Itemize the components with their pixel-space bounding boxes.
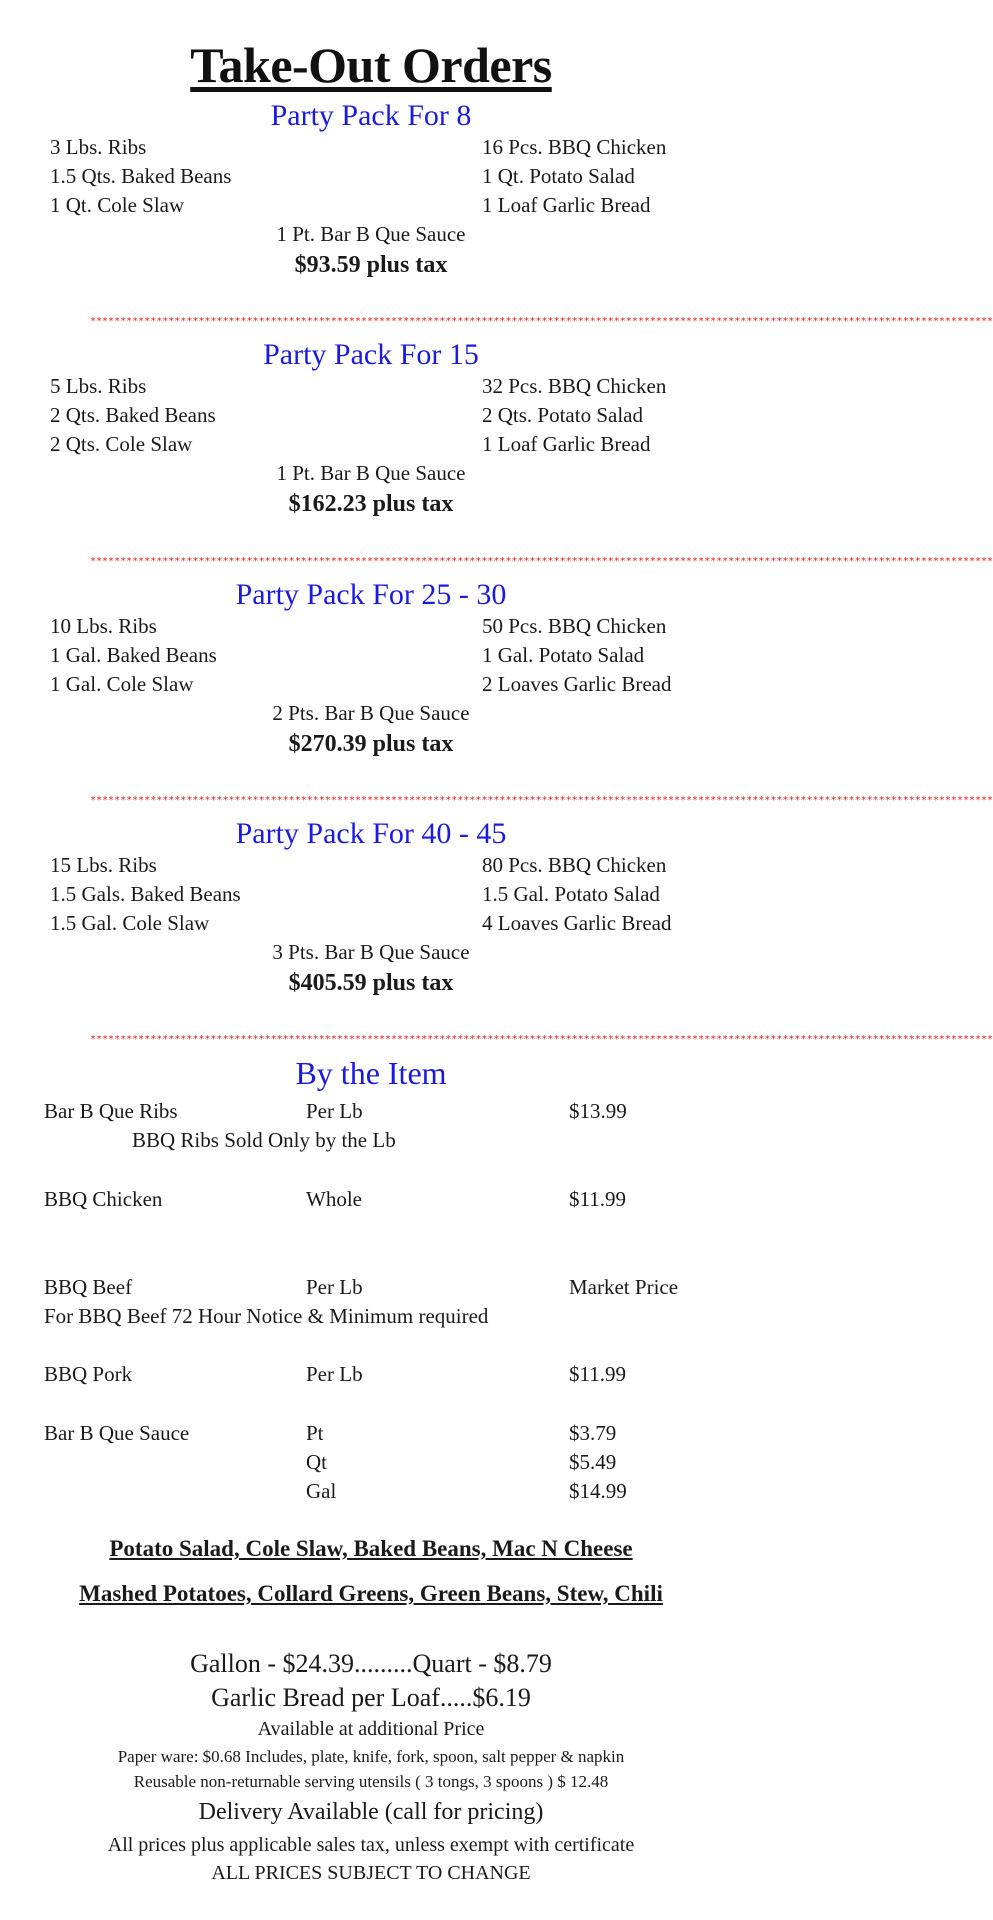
party-pack-25-30 <box>0 578 742 760</box>
utensils-note: Reusable non-returnable serving utensils ( 3 tongs, 3 spoons ) $ 12.48 <box>133 1772 609 1791</box>
item-row-sauce-pt <box>0 1419 742 1448</box>
pack-item: 32 Pcs. BBQ Chicken <box>482 374 667 398</box>
pack-price: $93.59 plus tax <box>294 252 448 278</box>
item-price: Market Price <box>569 1275 679 1299</box>
pack-item: 2 Loaves Garlic Bread <box>482 672 672 696</box>
pack-price: $405.59 plus tax <box>288 970 454 996</box>
item-price: $11.99 <box>569 1187 626 1211</box>
pack-item: 1 Gal. Cole Slaw <box>50 672 194 696</box>
pack-item: 80 Pcs. BBQ Chicken <box>482 853 667 877</box>
item-row-beef <box>0 1273 742 1302</box>
pack-item: 1 Gal. Baked Beans <box>50 643 217 667</box>
pack-item: 1.5 Gals. Baked Beans <box>50 882 241 906</box>
item-row-sauce-qt <box>0 1448 742 1477</box>
pack-item: 5 Lbs. Ribs <box>50 374 147 398</box>
price-change-note: ALL PRICES SUBJECT TO CHANGE <box>211 1862 531 1884</box>
sides-line-1: Potato Salad, Cole Slaw, Baked Beans, Mac N Cheese <box>109 1536 633 1561</box>
pack-title: Party Pack For 25 - 30 <box>235 578 507 611</box>
party-pack-40-45 <box>0 817 742 999</box>
pack-item: 1 Qt. Cole Slaw <box>50 193 185 217</box>
item-row-ribs <box>0 1097 742 1126</box>
separator: ****************************************************************************************************************************************************** <box>90 795 993 806</box>
item-name: BBQ Chicken <box>44 1187 163 1211</box>
party-pack-8 <box>0 99 742 281</box>
by-item-title: By the Item <box>295 1055 447 1091</box>
party-pack-15 <box>0 338 742 520</box>
delivery-note: Delivery Available (call for pricing) <box>198 1799 544 1825</box>
pack-item: 1.5 Gal. Potato Salad <box>482 882 660 906</box>
item-name: Bar B Que Sauce <box>44 1421 190 1445</box>
pack-sauce: 3 Pts. Bar B Que Sauce <box>272 940 470 964</box>
separator: ****************************************************************************************************************************************************** <box>90 556 993 567</box>
item-unit: Per Lb <box>306 1275 363 1299</box>
item-row-chicken <box>0 1185 742 1214</box>
beef-note: For BBQ Beef 72 Hour Notice & Minimum required <box>44 1304 489 1328</box>
item-name: BBQ Pork <box>44 1362 133 1386</box>
pack-sauce: 1 Pt. Bar B Que Sauce <box>276 222 466 246</box>
pack-item: 1 Loaf Garlic Bread <box>482 193 651 217</box>
separator: ****************************************************************************************************************************************************** <box>90 316 993 327</box>
pack-item: 1 Gal. Potato Salad <box>482 643 645 667</box>
pack-title: Party Pack For 15 <box>263 338 479 371</box>
item-name: BBQ Beef <box>44 1275 133 1299</box>
pack-item: 1 Qt. Potato Salad <box>482 164 635 188</box>
item-unit: Gal <box>306 1479 337 1503</box>
pack-item: 16 Pcs. BBQ Chicken <box>482 135 667 159</box>
item-unit: Whole <box>306 1187 362 1211</box>
additional-price-note: Available at additional Price <box>257 1718 485 1740</box>
separator: ****************************************************************************************************************************************************** <box>90 1034 993 1045</box>
gallon-quart-price: Gallon - $24.39.........Quart - $8.79 <box>190 1649 552 1678</box>
pack-item: 2 Qts. Potato Salad <box>482 403 643 427</box>
pack-title: Party Pack For 40 - 45 <box>235 817 507 850</box>
ribs-note: BBQ Ribs Sold Only by the Lb <box>132 1128 396 1152</box>
item-price: $11.99 <box>569 1362 626 1386</box>
item-price: $13.99 <box>569 1099 627 1123</box>
pack-item: 15 Lbs. Ribs <box>50 853 157 877</box>
item-name: Bar B Que Ribs <box>44 1099 178 1123</box>
pack-item: 50 Pcs. BBQ Chicken <box>482 614 667 638</box>
sides-line-2: Mashed Potatoes, Collard Greens, Green Beans, Stew, Chili <box>79 1581 663 1606</box>
pack-sauce: 2 Pts. Bar B Que Sauce <box>272 701 470 725</box>
pack-item: 10 Lbs. Ribs <box>50 614 157 638</box>
item-unit: Qt <box>306 1450 327 1474</box>
garlic-bread-price: Garlic Bread per Loaf.....$6.19 <box>211 1683 531 1712</box>
pack-item: 2 Qts. Baked Beans <box>50 403 216 427</box>
pack-title: Party Pack For 8 <box>270 99 472 132</box>
item-unit: Pt <box>306 1421 324 1445</box>
pack-item: 1.5 Qts. Baked Beans <box>50 164 232 188</box>
item-price: $14.99 <box>569 1479 627 1503</box>
pack-price: $162.23 plus tax <box>288 491 454 517</box>
pack-item: 1.5 Gal. Cole Slaw <box>50 911 210 935</box>
pack-item: 3 Lbs. Ribs <box>50 135 147 159</box>
item-row-pork <box>0 1360 742 1389</box>
pack-price: $270.39 plus tax <box>288 731 454 757</box>
item-price: $3.79 <box>569 1421 617 1445</box>
pack-item: 2 Qts. Cole Slaw <box>50 432 193 456</box>
paper-ware-note: Paper ware: $0.68 Includes, plate, knife, fork, spoon, salt pepper & napkin <box>117 1747 625 1766</box>
item-unit: Per Lb <box>306 1362 363 1386</box>
pack-item: 1 Loaf Garlic Bread <box>482 432 651 456</box>
pack-sauce: 1 Pt. Bar B Que Sauce <box>276 461 466 485</box>
pack-item: 4 Loaves Garlic Bread <box>482 911 672 935</box>
tax-note: All prices plus applicable sales tax, unless exempt with certificate <box>107 1834 635 1856</box>
page-title: Take-Out Orders <box>190 37 552 93</box>
item-price: $5.49 <box>569 1450 617 1474</box>
item-row-sauce-gal <box>0 1477 742 1506</box>
item-unit: Per Lb <box>306 1099 363 1123</box>
